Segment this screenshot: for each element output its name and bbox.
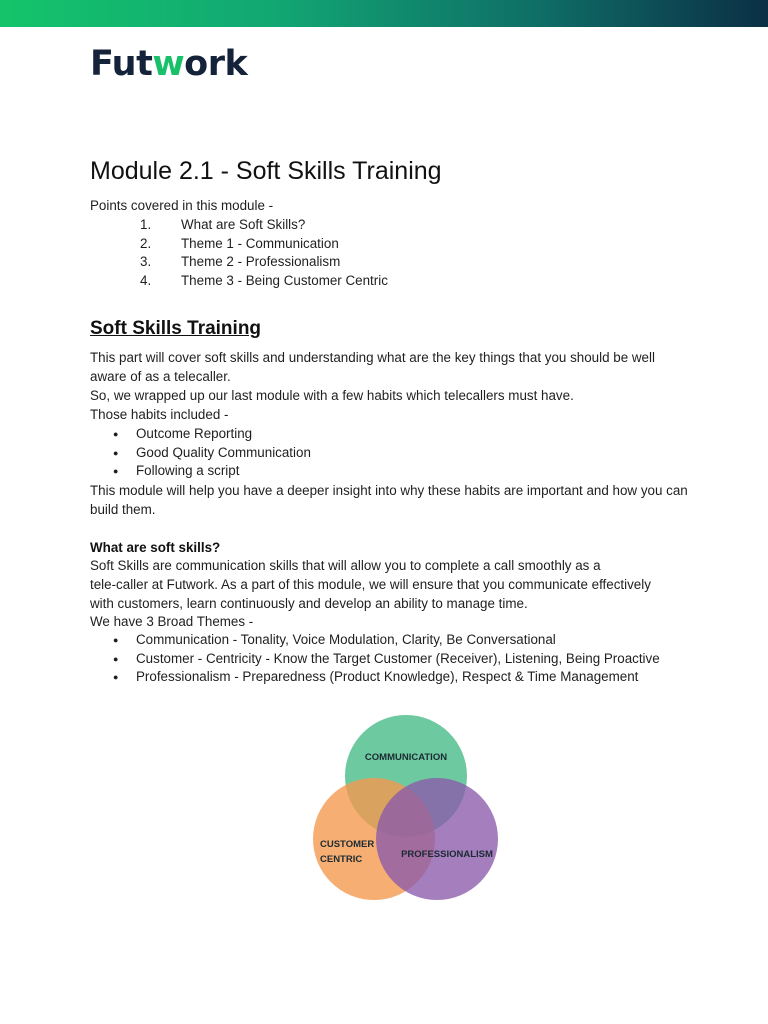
bullet-icon: ● bbox=[113, 672, 119, 683]
list-item bbox=[113, 462, 311, 481]
venn-label-centric: CENTRIC bbox=[320, 854, 363, 865]
bullet-icon: ● bbox=[113, 466, 119, 477]
soft-skills-line-1: Soft Skills are communication skills that will allow you to complete a call smoothly as a bbox=[90, 558, 601, 573]
bullet-icon: ● bbox=[113, 429, 119, 439]
list-item bbox=[113, 425, 311, 444]
themes-intro: We have 3 Broad Themes - bbox=[90, 614, 254, 629]
themes-list bbox=[113, 631, 660, 687]
logo-text-accent: w bbox=[152, 44, 185, 84]
intro-paragraph-1: This part will cover soft skills and understanding what are the key things that you should be well aware of as a telecaller. bbox=[90, 350, 655, 384]
futwork-logo bbox=[90, 40, 247, 88]
item-text: What are Soft Skills? bbox=[181, 217, 306, 232]
logo-text-suffix: ork bbox=[184, 44, 248, 84]
soft-skills-line-2: tele-caller at Futwork. As a part of this module, we will ensure that you communicate effectively bbox=[90, 577, 651, 592]
list-item bbox=[113, 650, 660, 669]
item-text: Theme 2 - Professionalism bbox=[181, 254, 341, 270]
points-list-item bbox=[140, 216, 388, 235]
item-number: 1. bbox=[140, 217, 152, 232]
list-item bbox=[113, 444, 311, 463]
venn-label-communication: COMMUNICATION bbox=[364, 752, 448, 763]
list-item-text: Following a script bbox=[136, 463, 240, 479]
points-intro: Points covered in this module - bbox=[90, 198, 274, 213]
venn-label-professionalism: PROFESSIONALISM bbox=[401, 849, 493, 860]
item-number: 3. bbox=[140, 254, 152, 270]
venn-circle-professionalism bbox=[376, 778, 498, 900]
soft-skills-line-3: with customers, learn continuously and develop an ability to manage time. bbox=[90, 596, 528, 611]
logo-text-prefix: Fut bbox=[90, 44, 153, 84]
list-item bbox=[113, 668, 660, 687]
top-gradient-bar bbox=[0, 0, 768, 27]
list-item-text: Professionalism - Preparedness (Product Knowledge), Respect & Time Management bbox=[136, 669, 639, 685]
item-number: 4. bbox=[140, 272, 152, 288]
item-text: Theme 3 - Being Customer Centric bbox=[181, 272, 388, 288]
intro-paragraph-2: So, we wrapped up our last module with a few habits which telecallers must have. bbox=[90, 388, 574, 403]
section-heading: Soft Skills Training bbox=[90, 318, 262, 339]
points-list bbox=[140, 216, 388, 290]
habits-list bbox=[113, 425, 311, 481]
habits-outro: This module will help you have a deeper insight into why these habits are important and how you can build them. bbox=[90, 483, 688, 517]
list-item-text: Communication - Tonality, Voice Modulation, Clarity, Be Conversational bbox=[136, 632, 556, 647]
bullet-icon: ● bbox=[113, 447, 119, 458]
soft-skills-heading: What are soft skills? bbox=[90, 540, 221, 555]
points-list-item bbox=[140, 272, 388, 291]
bullet-icon: ● bbox=[113, 653, 119, 664]
page-title: Module 2.1 - Soft Skills Training bbox=[90, 157, 442, 185]
list-item-text: Good Quality Communication bbox=[136, 444, 311, 460]
bullet-icon: ● bbox=[113, 635, 119, 645]
list-item-text: Customer - Centricity - Know the Target Customer (Receiver), Listening, Being Proactive bbox=[136, 650, 660, 666]
list-item-text: Outcome Reporting bbox=[136, 426, 253, 441]
venn-label-customer: CUSTOMER bbox=[320, 839, 375, 850]
list-item bbox=[113, 631, 660, 650]
points-list-item bbox=[140, 253, 388, 272]
soft-skills-venn-diagram bbox=[306, 712, 506, 906]
item-text: Theme 1 - Communication bbox=[181, 235, 339, 251]
habits-intro: Those habits included - bbox=[90, 407, 229, 422]
points-list-item bbox=[140, 235, 388, 254]
item-number: 2. bbox=[140, 235, 152, 251]
